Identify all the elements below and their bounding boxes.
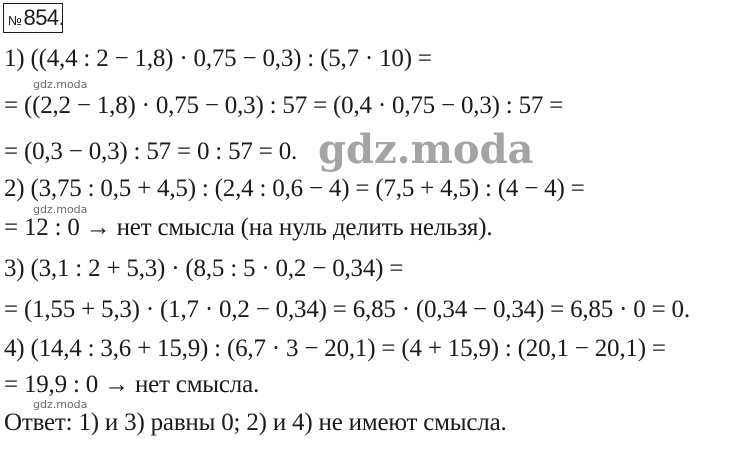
watermark-large: gdz.moda <box>318 126 534 173</box>
watermark-small-1: gdz.moda <box>33 78 88 91</box>
solution-line-9: = 19,9 : 0 → нет смысла. <box>4 371 260 398</box>
solution-line-3: = (0,3 − 0,3) : 57 = 0 : 57 = 0. <box>4 138 298 165</box>
watermark-small-2: gdz.moda <box>33 203 88 216</box>
solution-line-5: = 12 : 0 → нет смысла (на нуль делить нельзя). <box>4 214 493 241</box>
problem-number-box <box>3 3 63 33</box>
number-sign: № <box>8 12 22 28</box>
solution-line-1: 1) ((4,4 : 2 − 1,8) · 0,75 − 0,3) : (5,7 · 10) = <box>4 45 432 72</box>
solution-line-4: 2) (3,75 : 0,5 + 4,5) : (2,4 : 0,6 − 4) = (7,5 + 4,5) : (4 − 4) = <box>4 175 585 202</box>
problem-number: 854. <box>23 5 65 30</box>
watermark-small-3: gdz.moda <box>33 398 88 411</box>
solution-line-6: 3) (3,1 : 2 + 5,3) · (8,5 : 5 · 0,2 − 0,34) = <box>4 255 404 282</box>
solution-line-7: = (1,55 + 5,3) · (1,7 · 0,2 − 0,34) = 6,85 · (0,34 − 0,34) = 6,85 · 0 = 0. <box>4 296 690 323</box>
answer-line: Ответ: 1) и 3) равны 0; 2) и 4) не имеют смысла. <box>4 409 507 436</box>
solution-line-8: 4) (14,4 : 3,6 + 15,9) : (6,7 · 3 − 20,1) = (4 + 15,9) : (20,1 − 20,1) = <box>4 335 666 362</box>
solution-line-2: = ((2,2 − 1,8) · 0,75 − 0,3) : 57 = (0,4 · 0,75 − 0,3) : 57 = <box>4 92 564 119</box>
